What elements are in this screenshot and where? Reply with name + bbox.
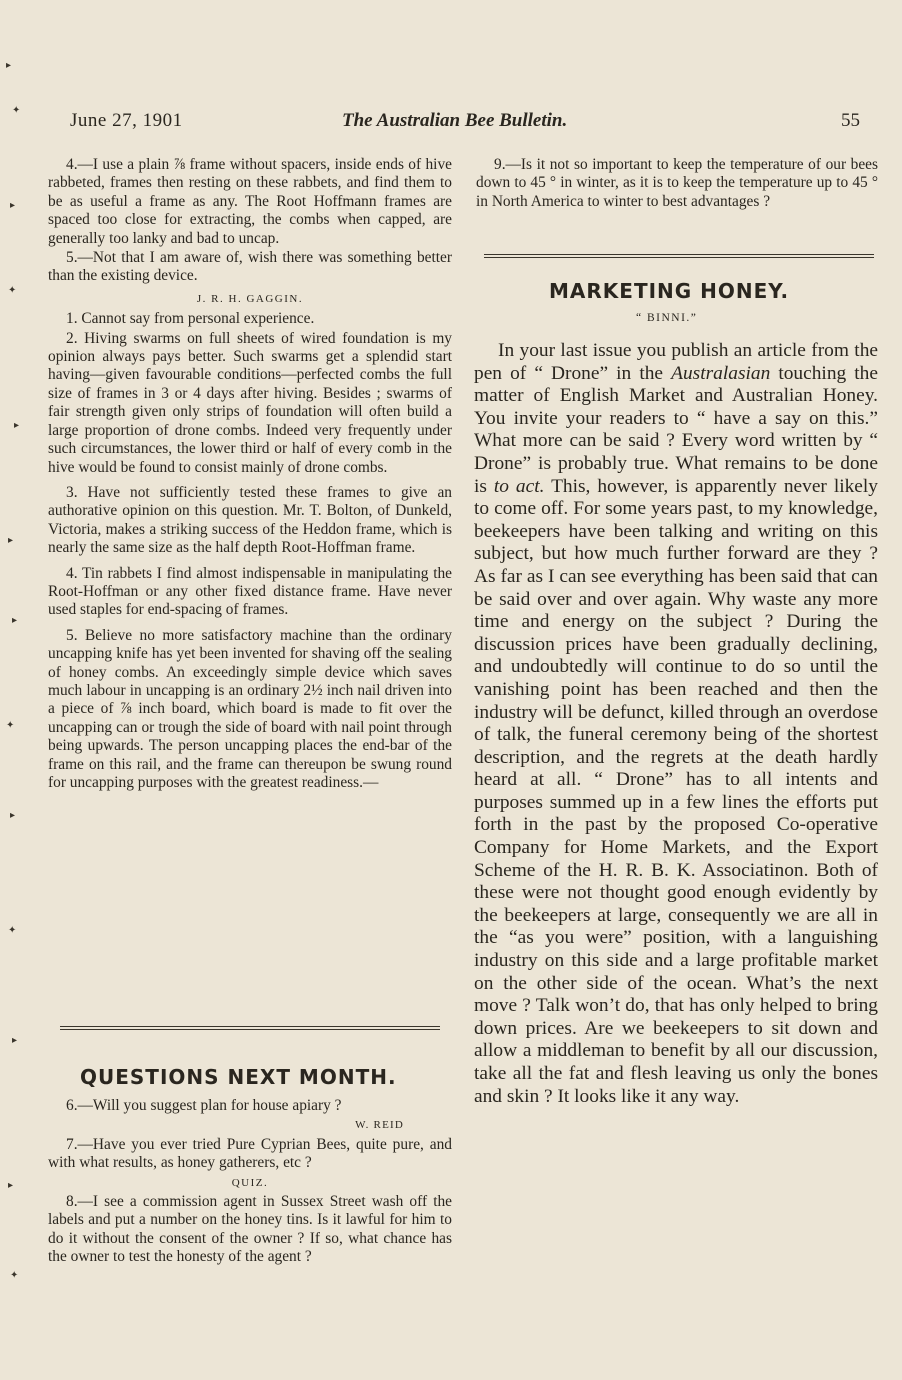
questions-heading: QUESTIONS NEXT MONTH. — [80, 1065, 397, 1089]
section-divider-right — [484, 254, 874, 258]
answer-5: 5.—Not that I am aware of, wish there was something better than the existing device. — [48, 249, 452, 285]
question-9: 9.—Is it not so important to keep the temperature of our bees down to 45 ° in winter, as it is to keep the temperature up to 45 ° in North America to winter to best advantages ? — [476, 156, 878, 210]
signature-quiz: QUIZ. — [231, 1176, 269, 1189]
question-8: 8.—I see a commission agent in Sussex Street wash off the labels and put a number on the honey tins. Is it lawful for him to do it without the consent of the owner ? If so, what chance has the owner to test the honesty of the agent ? — [48, 1193, 452, 1266]
article-italic-2: to act. — [493, 475, 545, 497]
left-column — [48, 156, 452, 793]
question-6: 6.—Will you suggest plan for house apiary ? — [66, 1097, 342, 1114]
marketing-heading: MARKETING HONEY. — [549, 279, 790, 303]
gaggin-answer-3: 3. Have not sufficiently tested these frames to give an authorative opinion on this question. Mr. T. Bolton, of Dunkeld, Victoria, makes a striking success of the Heddon frame, which is nearly the same size as the half depth Root-Hoffman frame. — [48, 483, 452, 557]
page-number: 55 — [841, 110, 860, 131]
issue-date: June 27, 1901 — [70, 110, 183, 131]
article-text-3: This, however, is apparently never likely to come off. For some years past, to my knowledge, beekeepers have been talking and writing on this subject, but how much further forward are they ? As far as I can see everything has been said that can be said over and over again. Why waste any more time and energy on the subject ? During the discussion prices have been gradually declining, and undoubtedly will continue to do so until the vanishing point has been reached and then the industry will be defunct, killed through an overdose of talk, the funeral ceremony being of the shortest description, and the regrets at the death hardly heard at all. “ Drone” has to all intents and purposes summed up in a few lines the efforts put forth in the past by the proposed Co-operative Company for Home Markets, and the Export Scheme of the H. R. B. K. Associatinon. Both of these were not thought good enough evidently by the beekeepers at large, consequently we are all in the “as you were” position, with a languishing industry on this side and a large profitable market on the other side of the ocean. What’s the next move ? Talk won’t do, that has only helped to bring down prices. Are we beekeepers to sit down and allow a middleman to benefit by all our discussion, take all the fat and flesh leaving us only the bones and skin ? It looks like it any way. — [474, 475, 878, 1107]
signature-reid: W. REID — [355, 1119, 404, 1132]
signature-gaggin: J. R. H. GAGGIN. — [196, 292, 304, 305]
binding-margin-marks: ▸ ✦ ▸ ✦ ▸ ▸ ▸ ✦ ▸ ✦ ▸ ▸ ✦ — [6, 60, 21, 1281]
gaggin-answer-1: 1. Cannot say from personal experience. — [66, 310, 315, 328]
author-byline: “ BINNI.” — [636, 312, 698, 324]
right-column-top — [476, 156, 878, 212]
article-text-1: In your last issue you publish an article from the pen of “ Drone” in the — [474, 340, 878, 384]
section-divider-left — [60, 1026, 440, 1030]
answer-4: 4.—I use a plain ⅞ frame without spacers, inside ends of hive rabbeted, frames then resting on these rabbets, and find them to be as useful a frame as any. The Root Hoffmann frames are spaced too close for extracting, the combs when capped, are generally too lanky and bad to uncap. — [48, 156, 452, 247]
article-text-2: touching the matter of English Market and Australian Honey. You invite your readers to “ have a say on this.” What more can be said ? Every word written by “ Drone” is probably true. What remains to be done is — [474, 362, 878, 497]
article-italic-1: Australasian — [671, 362, 771, 384]
gaggin-answer-2: 2. Hiving swarms on full sheets of wired foundation is my opinion always pays better. Such swarms get a splendid start having—given favourable conditions—perfected combs the full size of frames in 3 or 4 days after hiving. Besides ; swarms of fair strength given only strips of foundation will often build a large proportion of drone combs. Indeed very frequently under such circumstances, the lower third or half of every comb in the hive would be found to consist mainly of drone combs. — [48, 329, 452, 476]
gaggin-answer-4: 4. Tin rabbets I find almost indispensable in manipulating the Root-Hoffman or any other fixed distance frame. Have never used staples for end-spacing of frames. — [48, 564, 452, 619]
question-7: 7.—Have you ever tried Pure Cyprian Bees, quite pure, and with what results, as honey gatherers, etc ? — [48, 1135, 452, 1172]
marketing-article — [474, 340, 878, 1108]
gaggin-answer-5: 5. Believe no more satisfactory machine than the ordinary uncapping knife has yet been invented for shaving off the sealing of honey combs. An exceedingly simple device which saves much labour in uncapping is an ordinary 2½ inch nail driven into a piece of ⅞ inch board, which board is made to fit over the uncapping can or trough the side of board with nail point through being upwards. The person uncapping places the end-bar of the frame on this rail, and the frame can thereupon be swung round for uncapping purposes with the greatest readiness.— — [48, 626, 452, 791]
questions-section — [48, 1097, 452, 1268]
journal-title: The Australian Bee Bulletin. — [342, 110, 568, 131]
article-body — [474, 340, 878, 1108]
page-header — [70, 110, 860, 140]
